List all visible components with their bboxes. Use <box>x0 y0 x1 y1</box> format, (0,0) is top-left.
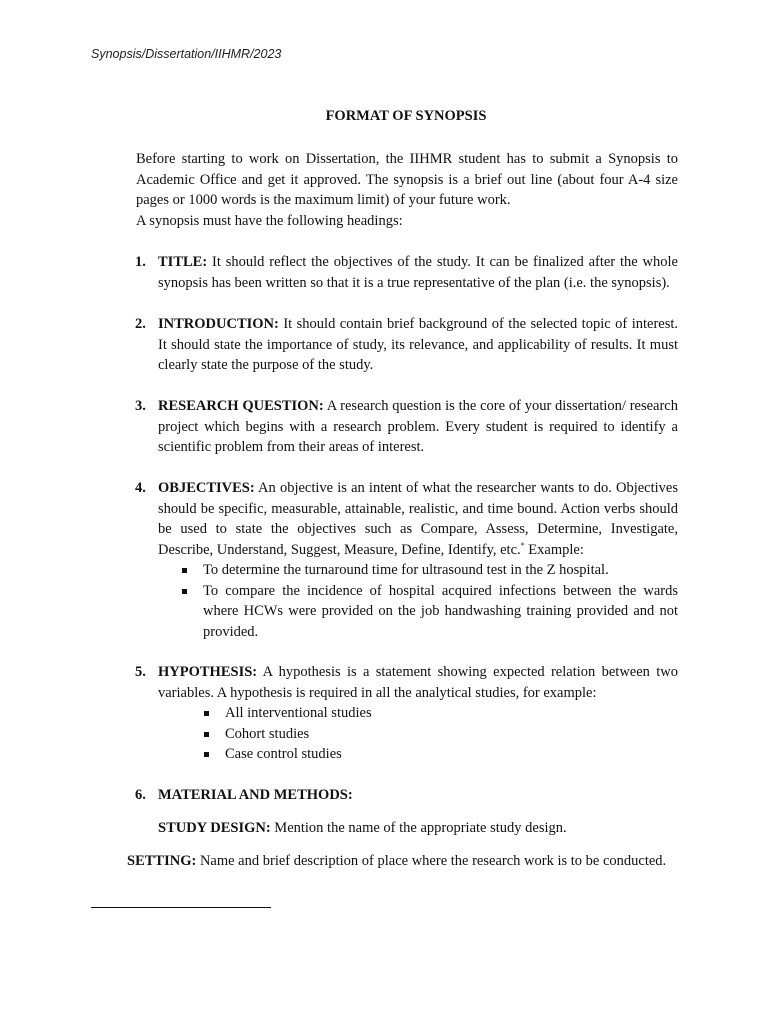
intro-headings-line: A synopsis must have the following headings: <box>136 212 403 229</box>
bullet-square-icon <box>182 589 187 594</box>
item-text: A hypothesis is a statement showing expected relation between two variables. A hypothesis is required in all the analytical studies, for example: <box>158 664 678 701</box>
setting-line <box>127 851 666 872</box>
intro-section <box>136 149 678 231</box>
list-item: All interventional studies <box>158 703 678 724</box>
bullet-square-icon <box>182 568 187 573</box>
item-material-methods <box>135 785 678 806</box>
item-heading: OBJECTIVES: <box>158 480 255 496</box>
item-heading: INTRODUCTION: <box>158 316 279 332</box>
item-hypothesis <box>135 662 678 765</box>
item-number: 1. <box>135 254 146 270</box>
setting-heading: SETTING: <box>127 853 197 869</box>
item-heading: RESEARCH QUESTION: <box>158 398 324 414</box>
bullet-square-icon <box>204 732 209 737</box>
item-number: 5. <box>135 664 146 680</box>
item-heading: MATERIAL AND METHODS: <box>158 787 353 803</box>
footnote-separator <box>91 907 271 908</box>
study-design-line <box>158 818 567 839</box>
item-text: An objective is an intent of what the researcher wants to do. Objectives should be specific, measurable, attainable, realistic, and time bound. Action verbs should be used to state the objectives such as Compare, Assess, Determine, Investigate, Describe, Understand, Suggest, Measure, Define, Identify, etc. <box>158 480 678 558</box>
item-number: 3. <box>135 398 146 414</box>
footnote-marker: * <box>520 540 525 550</box>
item-introduction <box>135 314 678 376</box>
item-research-question <box>135 396 678 458</box>
study-design-heading: STUDY DESIGN: <box>158 820 271 836</box>
running-header: Synopsis/Dissertation/IIHMR/2023 <box>91 47 282 61</box>
item-text: A research question is the core of your dissertation/ research project which begins with a research problem. Every student is required to identify a scientific problem from their areas of interest. <box>158 398 678 455</box>
item-text-after: Example: <box>524 541 584 558</box>
list-item: Cohort studies <box>158 724 678 745</box>
study-design-text: Mention the name of the appropriate study design. <box>270 820 567 836</box>
list-item: To determine the turnaround time for ultrasound test in the Z hospital. <box>158 560 678 581</box>
bullet-square-icon <box>204 752 209 757</box>
item-objectives <box>135 478 678 642</box>
item-text: It should reflect the objectives of the study. It can be finalized after the whole synopsis has been written so that it is a true representative of the plan (i.e. the synopsis). <box>158 254 678 291</box>
item-number: 4. <box>135 480 146 496</box>
item-heading: TITLE: <box>158 254 208 270</box>
bullet-square-icon <box>204 711 209 716</box>
setting-text: Name and brief description of place where the research work is to be conducted. <box>196 853 667 869</box>
list-item: Case control studies <box>158 744 678 765</box>
hypothesis-examples-list <box>158 703 678 765</box>
item-number: 2. <box>135 316 146 332</box>
item-heading: HYPOTHESIS: <box>158 664 258 680</box>
objective-examples-list <box>158 560 678 642</box>
document-title: FORMAT OF SYNOPSIS <box>325 108 487 124</box>
list-item: To compare the incidence of hospital acquired infections between the wards where HCWs were provided on the job handwashing training provided and not provided. <box>158 581 678 643</box>
item-title <box>135 252 678 293</box>
item-text: It should contain brief background of the selected topic of interest. It should state the importance of study, its relevance, and applicability of results. It must clearly state the purpose of the study. <box>158 316 678 373</box>
intro-paragraph: Before starting to work on Dissertation, the IIHMR student has to submit a Synopsis to Academic Office and get it approved. The synopsis is a brief out line (about four A-4 size pages or 1000 words is the maximum limit) of your future work. <box>136 151 678 208</box>
item-number: 6. <box>135 787 146 803</box>
